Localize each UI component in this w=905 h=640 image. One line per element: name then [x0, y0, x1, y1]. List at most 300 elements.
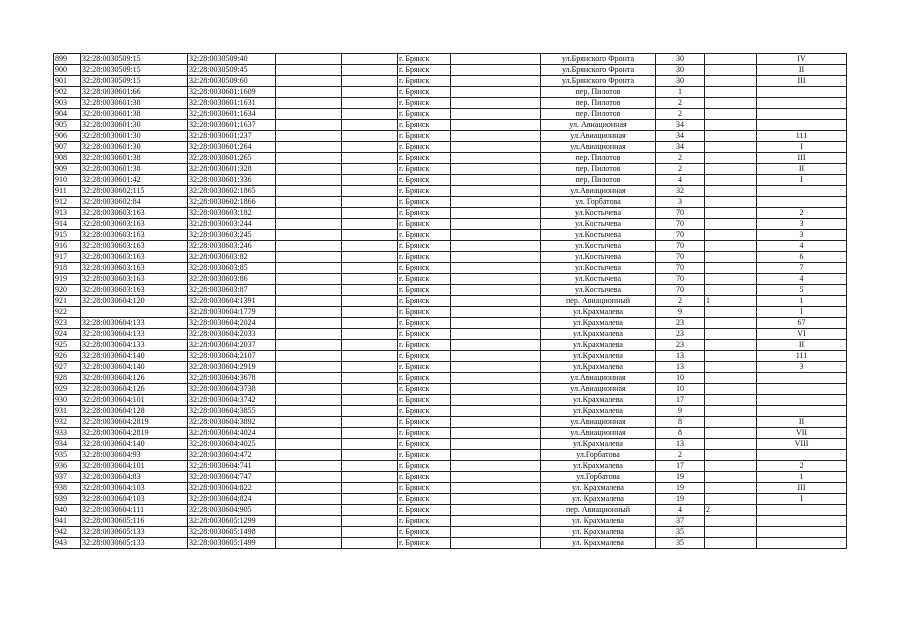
object-number: 32:28:0030604:2024: [188, 318, 276, 329]
empty-cell: [451, 296, 541, 307]
empty-cell: [276, 417, 342, 428]
premises-number: [757, 406, 847, 417]
empty-cell: [276, 428, 342, 439]
empty-cell: [451, 450, 541, 461]
street-cell: ул.Крахмалева: [541, 461, 656, 472]
city-cell: г. Брянск: [398, 340, 451, 351]
premises-number: I: [757, 494, 847, 505]
empty-cell: [276, 285, 342, 296]
table-row: [54, 439, 847, 450]
empty-cell: [451, 538, 541, 549]
flat-number: [705, 109, 757, 120]
premises-number: 2: [757, 208, 847, 219]
empty-cell: [342, 219, 398, 230]
row-number: 909: [54, 164, 81, 175]
city-cell: г. Брянск: [398, 362, 451, 373]
table-row: [54, 505, 847, 516]
row-number: 943: [54, 538, 81, 549]
empty-cell: [342, 241, 398, 252]
street-cell: пер. Авиационный: [541, 505, 656, 516]
house-number: 1: [656, 87, 705, 98]
flat-number: [705, 153, 757, 164]
object-number: 32:28:0030605:1499: [188, 538, 276, 549]
empty-cell: [451, 395, 541, 406]
row-number: 933: [54, 428, 81, 439]
empty-cell: [451, 252, 541, 263]
empty-cell: [451, 527, 541, 538]
house-number: 4: [656, 175, 705, 186]
city-cell: г. Брянск: [398, 274, 451, 285]
empty-cell: [451, 197, 541, 208]
city-cell: г. Брянск: [398, 538, 451, 549]
house-number: 34: [656, 142, 705, 153]
cadastral-number: 32:28:0030601:38: [81, 153, 188, 164]
empty-cell: [276, 274, 342, 285]
row-number: 906: [54, 131, 81, 142]
object-number: 32:28:0030604:822: [188, 483, 276, 494]
row-number: 929: [54, 384, 81, 395]
house-number: 2: [656, 98, 705, 109]
object-number: 32:28:0030601:237: [188, 131, 276, 142]
city-cell: г. Брянск: [398, 131, 451, 142]
city-cell: г. Брянск: [398, 252, 451, 263]
empty-cell: [276, 516, 342, 527]
flat-number: [705, 307, 757, 318]
empty-cell: [451, 483, 541, 494]
empty-cell: [451, 362, 541, 373]
cadastral-number: 32:28:0030604:111: [81, 505, 188, 516]
table-row: [54, 241, 847, 252]
empty-cell: [342, 109, 398, 120]
premises-number: 5: [757, 285, 847, 296]
object-number: 32:28:0030509:60: [188, 76, 276, 87]
cadastral-number: 32:28:0030604:103: [81, 494, 188, 505]
object-number: 32:28:0030604:472: [188, 450, 276, 461]
empty-cell: [451, 428, 541, 439]
house-number: 70: [656, 285, 705, 296]
street-cell: ул.Авиационная: [541, 142, 656, 153]
premises-number: [757, 87, 847, 98]
flat-number: [705, 417, 757, 428]
object-number: 32:28:0030604:824: [188, 494, 276, 505]
object-number: 32:28:0030602:1866: [188, 197, 276, 208]
empty-cell: [451, 219, 541, 230]
flat-number: [705, 252, 757, 263]
flat-number: [705, 428, 757, 439]
city-cell: г. Брянск: [398, 142, 451, 153]
city-cell: г. Брянск: [398, 65, 451, 76]
house-number: 30: [656, 76, 705, 87]
row-number: 918: [54, 263, 81, 274]
object-number: 32:28:0030604:3678: [188, 373, 276, 384]
empty-cell: [276, 208, 342, 219]
table-row: [54, 472, 847, 483]
empty-cell: [342, 98, 398, 109]
city-cell: г. Брянск: [398, 186, 451, 197]
street-cell: ул.Костычева: [541, 252, 656, 263]
empty-cell: [342, 296, 398, 307]
city-cell: г. Брянск: [398, 395, 451, 406]
row-number: 914: [54, 219, 81, 230]
row-number: 939: [54, 494, 81, 505]
row-number: 942: [54, 527, 81, 538]
empty-cell: [451, 263, 541, 274]
empty-cell: [276, 472, 342, 483]
house-number: 70: [656, 274, 705, 285]
flat-number: [705, 351, 757, 362]
cadastral-number: 32:28:0030604:128: [81, 406, 188, 417]
premises-number: 4: [757, 241, 847, 252]
empty-cell: [276, 362, 342, 373]
street-cell: ул.Авиационная: [541, 417, 656, 428]
premises-number: [757, 538, 847, 549]
table-row: [54, 164, 847, 175]
object-number: 32:28:0030603:87: [188, 285, 276, 296]
cadastral-number: 32:28:0030509:15: [81, 65, 188, 76]
premises-number: II: [757, 65, 847, 76]
city-cell: г. Брянск: [398, 450, 451, 461]
house-number: 2: [656, 109, 705, 120]
table-row: [54, 274, 847, 285]
row-number: 927: [54, 362, 81, 373]
premises-number: III: [757, 76, 847, 87]
table-row: [54, 483, 847, 494]
street-cell: ул.Авиационная: [541, 131, 656, 142]
city-cell: г. Брянск: [398, 87, 451, 98]
flat-number: [705, 164, 757, 175]
table-row: [54, 538, 847, 549]
flat-number: [705, 384, 757, 395]
flat-number: [705, 274, 757, 285]
object-number: 32:28:0030604:1779: [188, 307, 276, 318]
table-row: [54, 98, 847, 109]
cadastral-number: 32:28:0030509:15: [81, 76, 188, 87]
premises-number: III: [757, 153, 847, 164]
row-number: 903: [54, 98, 81, 109]
row-number: 901: [54, 76, 81, 87]
flat-number: [705, 120, 757, 131]
city-cell: г. Брянск: [398, 98, 451, 109]
object-number: 32:28:0030601:1634: [188, 109, 276, 120]
table-row: [54, 285, 847, 296]
city-cell: г. Брянск: [398, 373, 451, 384]
object-number: 32:28:0030605:1299: [188, 516, 276, 527]
cadastral-number: 32:28:0030604:140: [81, 362, 188, 373]
empty-cell: [451, 54, 541, 65]
cadastral-number: 32:28:0030603:163: [81, 274, 188, 285]
flat-number: [705, 395, 757, 406]
empty-cell: [276, 318, 342, 329]
empty-cell: [342, 494, 398, 505]
cadastral-number: 32:28:0030604:126: [81, 373, 188, 384]
street-cell: ул.Брянского Фронта: [541, 76, 656, 87]
street-cell: ул.Авиационная: [541, 428, 656, 439]
empty-cell: [276, 252, 342, 263]
cadastral-number: 32:28:0030605:133: [81, 538, 188, 549]
city-cell: г. Брянск: [398, 54, 451, 65]
object-number: 32:28:0030604:2037: [188, 340, 276, 351]
flat-number: [705, 318, 757, 329]
house-number: 23: [656, 329, 705, 340]
premises-number: [757, 98, 847, 109]
cadastral-number: 32:28:0030604:2819: [81, 417, 188, 428]
premises-number: [757, 450, 847, 461]
empty-cell: [342, 65, 398, 76]
flat-number: [705, 230, 757, 241]
flat-number: [705, 131, 757, 142]
empty-cell: [342, 472, 398, 483]
house-number: 35: [656, 538, 705, 549]
object-number: 32:28:0030604:3738: [188, 384, 276, 395]
empty-cell: [451, 153, 541, 164]
city-cell: г. Брянск: [398, 461, 451, 472]
city-cell: г. Брянск: [398, 263, 451, 274]
empty-cell: [276, 384, 342, 395]
empty-cell: [451, 384, 541, 395]
premises-number: II: [757, 340, 847, 351]
house-number: 2: [656, 164, 705, 175]
cadastral-number: 32:28:0030604:140: [81, 351, 188, 362]
empty-cell: [276, 65, 342, 76]
object-number: 32:28:0030603:86: [188, 274, 276, 285]
street-cell: ул. Крахмалева: [541, 516, 656, 527]
house-number: 70: [656, 219, 705, 230]
row-number: 935: [54, 450, 81, 461]
empty-cell: [451, 230, 541, 241]
premises-number: [757, 527, 847, 538]
table-row: [54, 318, 847, 329]
house-number: 8: [656, 428, 705, 439]
empty-cell: [276, 296, 342, 307]
empty-cell: [342, 450, 398, 461]
empty-cell: [276, 538, 342, 549]
empty-cell: [276, 461, 342, 472]
premises-number: 1: [757, 296, 847, 307]
object-number: 32:28:0030601:1637: [188, 120, 276, 131]
empty-cell: [451, 351, 541, 362]
table-row: [54, 230, 847, 241]
object-number: 32:28:0030604:741: [188, 461, 276, 472]
row-number: 930: [54, 395, 81, 406]
premises-number: [757, 120, 847, 131]
flat-number: [705, 483, 757, 494]
street-cell: ул. Крахмалева: [541, 538, 656, 549]
empty-cell: [276, 230, 342, 241]
empty-cell: [342, 318, 398, 329]
cadastral-number: 32:28:0030603:163: [81, 263, 188, 274]
row-number: 923: [54, 318, 81, 329]
empty-cell: [342, 373, 398, 384]
street-cell: ул.Крахмалева: [541, 340, 656, 351]
table-row: [54, 263, 847, 274]
cadastral-number: 32:28:0030601:38: [81, 164, 188, 175]
table-row: [54, 175, 847, 186]
premises-number: 111: [757, 131, 847, 142]
flat-number: [705, 208, 757, 219]
empty-cell: [342, 252, 398, 263]
city-cell: г. Брянск: [398, 241, 451, 252]
street-cell: ул. Крахмалева: [541, 494, 656, 505]
street-cell: ул.Крахмалева: [541, 351, 656, 362]
flat-number: [705, 219, 757, 230]
street-cell: ул.Горбатова: [541, 472, 656, 483]
table-row: [54, 417, 847, 428]
empty-cell: [276, 450, 342, 461]
house-number: 10: [656, 384, 705, 395]
table-row: [54, 87, 847, 98]
row-number: 924: [54, 329, 81, 340]
empty-cell: [276, 527, 342, 538]
city-cell: г. Брянск: [398, 318, 451, 329]
house-number: 19: [656, 483, 705, 494]
row-number: 902: [54, 87, 81, 98]
empty-cell: [451, 109, 541, 120]
object-number: 32:28:0030604:3742: [188, 395, 276, 406]
row-number: 940: [54, 505, 81, 516]
cadastral-number: 32:28:0030601:30: [81, 142, 188, 153]
empty-cell: [276, 186, 342, 197]
premises-number: VI: [757, 329, 847, 340]
house-number: 9: [656, 406, 705, 417]
city-cell: г. Брянск: [398, 406, 451, 417]
object-number: 32:28:0030603:245: [188, 230, 276, 241]
row-number: 938: [54, 483, 81, 494]
empty-cell: [276, 307, 342, 318]
table-row: [54, 307, 847, 318]
city-cell: г. Брянск: [398, 76, 451, 87]
cadastral-number: 32:28:0030604:133: [81, 318, 188, 329]
house-number: 30: [656, 65, 705, 76]
flat-number: [705, 142, 757, 153]
empty-cell: [276, 406, 342, 417]
table-row: [54, 527, 847, 538]
street-cell: ул.Крахмалева: [541, 307, 656, 318]
premises-number: VIII: [757, 439, 847, 450]
empty-cell: [451, 516, 541, 527]
premises-number: II: [757, 417, 847, 428]
street-cell: ул.Костычева: [541, 285, 656, 296]
table-row: [54, 197, 847, 208]
premises-number: [757, 395, 847, 406]
flat-number: 1: [705, 296, 757, 307]
house-number: 9: [656, 307, 705, 318]
house-number: 17: [656, 461, 705, 472]
empty-cell: [276, 164, 342, 175]
flat-number: [705, 450, 757, 461]
empty-cell: [276, 131, 342, 142]
empty-cell: [276, 494, 342, 505]
street-cell: ул.Брянского Фронта: [541, 54, 656, 65]
object-number: 32:28:0030603:85: [188, 263, 276, 274]
empty-cell: [276, 329, 342, 340]
empty-cell: [451, 307, 541, 318]
empty-cell: [342, 230, 398, 241]
cadastral-number: 32:28:0030603:163: [81, 208, 188, 219]
row-number: 912: [54, 197, 81, 208]
city-cell: г. Брянск: [398, 417, 451, 428]
table-row: [54, 219, 847, 230]
row-number: 936: [54, 461, 81, 472]
empty-cell: [276, 505, 342, 516]
row-number: 932: [54, 417, 81, 428]
flat-number: [705, 87, 757, 98]
table-row: [54, 406, 847, 417]
premises-number: I: [757, 307, 847, 318]
flat-number: [705, 197, 757, 208]
empty-cell: [276, 219, 342, 230]
empty-cell: [451, 274, 541, 285]
flat-number: [705, 329, 757, 340]
empty-cell: [451, 142, 541, 153]
city-cell: г. Брянск: [398, 219, 451, 230]
premises-number: [757, 186, 847, 197]
premises-number: 7: [757, 263, 847, 274]
row-number: 900: [54, 65, 81, 76]
empty-cell: [342, 153, 398, 164]
empty-cell: [451, 340, 541, 351]
empty-cell: [342, 175, 398, 186]
table-row: [54, 65, 847, 76]
house-number: 17: [656, 395, 705, 406]
row-number: 917: [54, 252, 81, 263]
object-number: 32:28:0030603:82: [188, 252, 276, 263]
empty-cell: [451, 285, 541, 296]
cadastral-number: 32:28:0030601:42: [81, 175, 188, 186]
table-row: [54, 296, 847, 307]
object-number: 32:28:0030603:244: [188, 219, 276, 230]
object-number: 32:28:0030601:1631: [188, 98, 276, 109]
premises-number: 4: [757, 274, 847, 285]
empty-cell: [451, 439, 541, 450]
street-cell: пер. Авиационный: [541, 296, 656, 307]
house-number: 23: [656, 340, 705, 351]
empty-cell: [276, 351, 342, 362]
city-cell: г. Брянск: [398, 197, 451, 208]
object-number: 32:28:0030604:4025: [188, 439, 276, 450]
empty-cell: [451, 120, 541, 131]
cadastral-number: 32:28:0030604:120: [81, 296, 188, 307]
street-cell: ул. Горбатова: [541, 197, 656, 208]
object-number: 32:28:0030605:1498: [188, 527, 276, 538]
object-number: 32:28:0030604:747: [188, 472, 276, 483]
row-number: 915: [54, 230, 81, 241]
empty-cell: [276, 153, 342, 164]
row-number: 908: [54, 153, 81, 164]
flat-number: [705, 76, 757, 87]
premises-number: 1: [757, 472, 847, 483]
object-number: 32:28:0030604:905: [188, 505, 276, 516]
premises-number: [757, 384, 847, 395]
object-number: 32:28:0030602:1865: [188, 186, 276, 197]
street-cell: пер. Пилотов: [541, 164, 656, 175]
flat-number: [705, 362, 757, 373]
empty-cell: [342, 285, 398, 296]
table-row: [54, 329, 847, 340]
empty-cell: [276, 340, 342, 351]
row-number: 911: [54, 186, 81, 197]
cadastral-number: 32:28:0030604:133: [81, 340, 188, 351]
premises-number: III: [757, 483, 847, 494]
table-row: [54, 120, 847, 131]
premises-number: 111: [757, 351, 847, 362]
house-number: 34: [656, 131, 705, 142]
city-cell: г. Брянск: [398, 230, 451, 241]
premises-number: 3: [757, 219, 847, 230]
empty-cell: [451, 131, 541, 142]
empty-cell: [451, 175, 541, 186]
flat-number: [705, 472, 757, 483]
cadastral-number: 32:28:0030604:133: [81, 329, 188, 340]
